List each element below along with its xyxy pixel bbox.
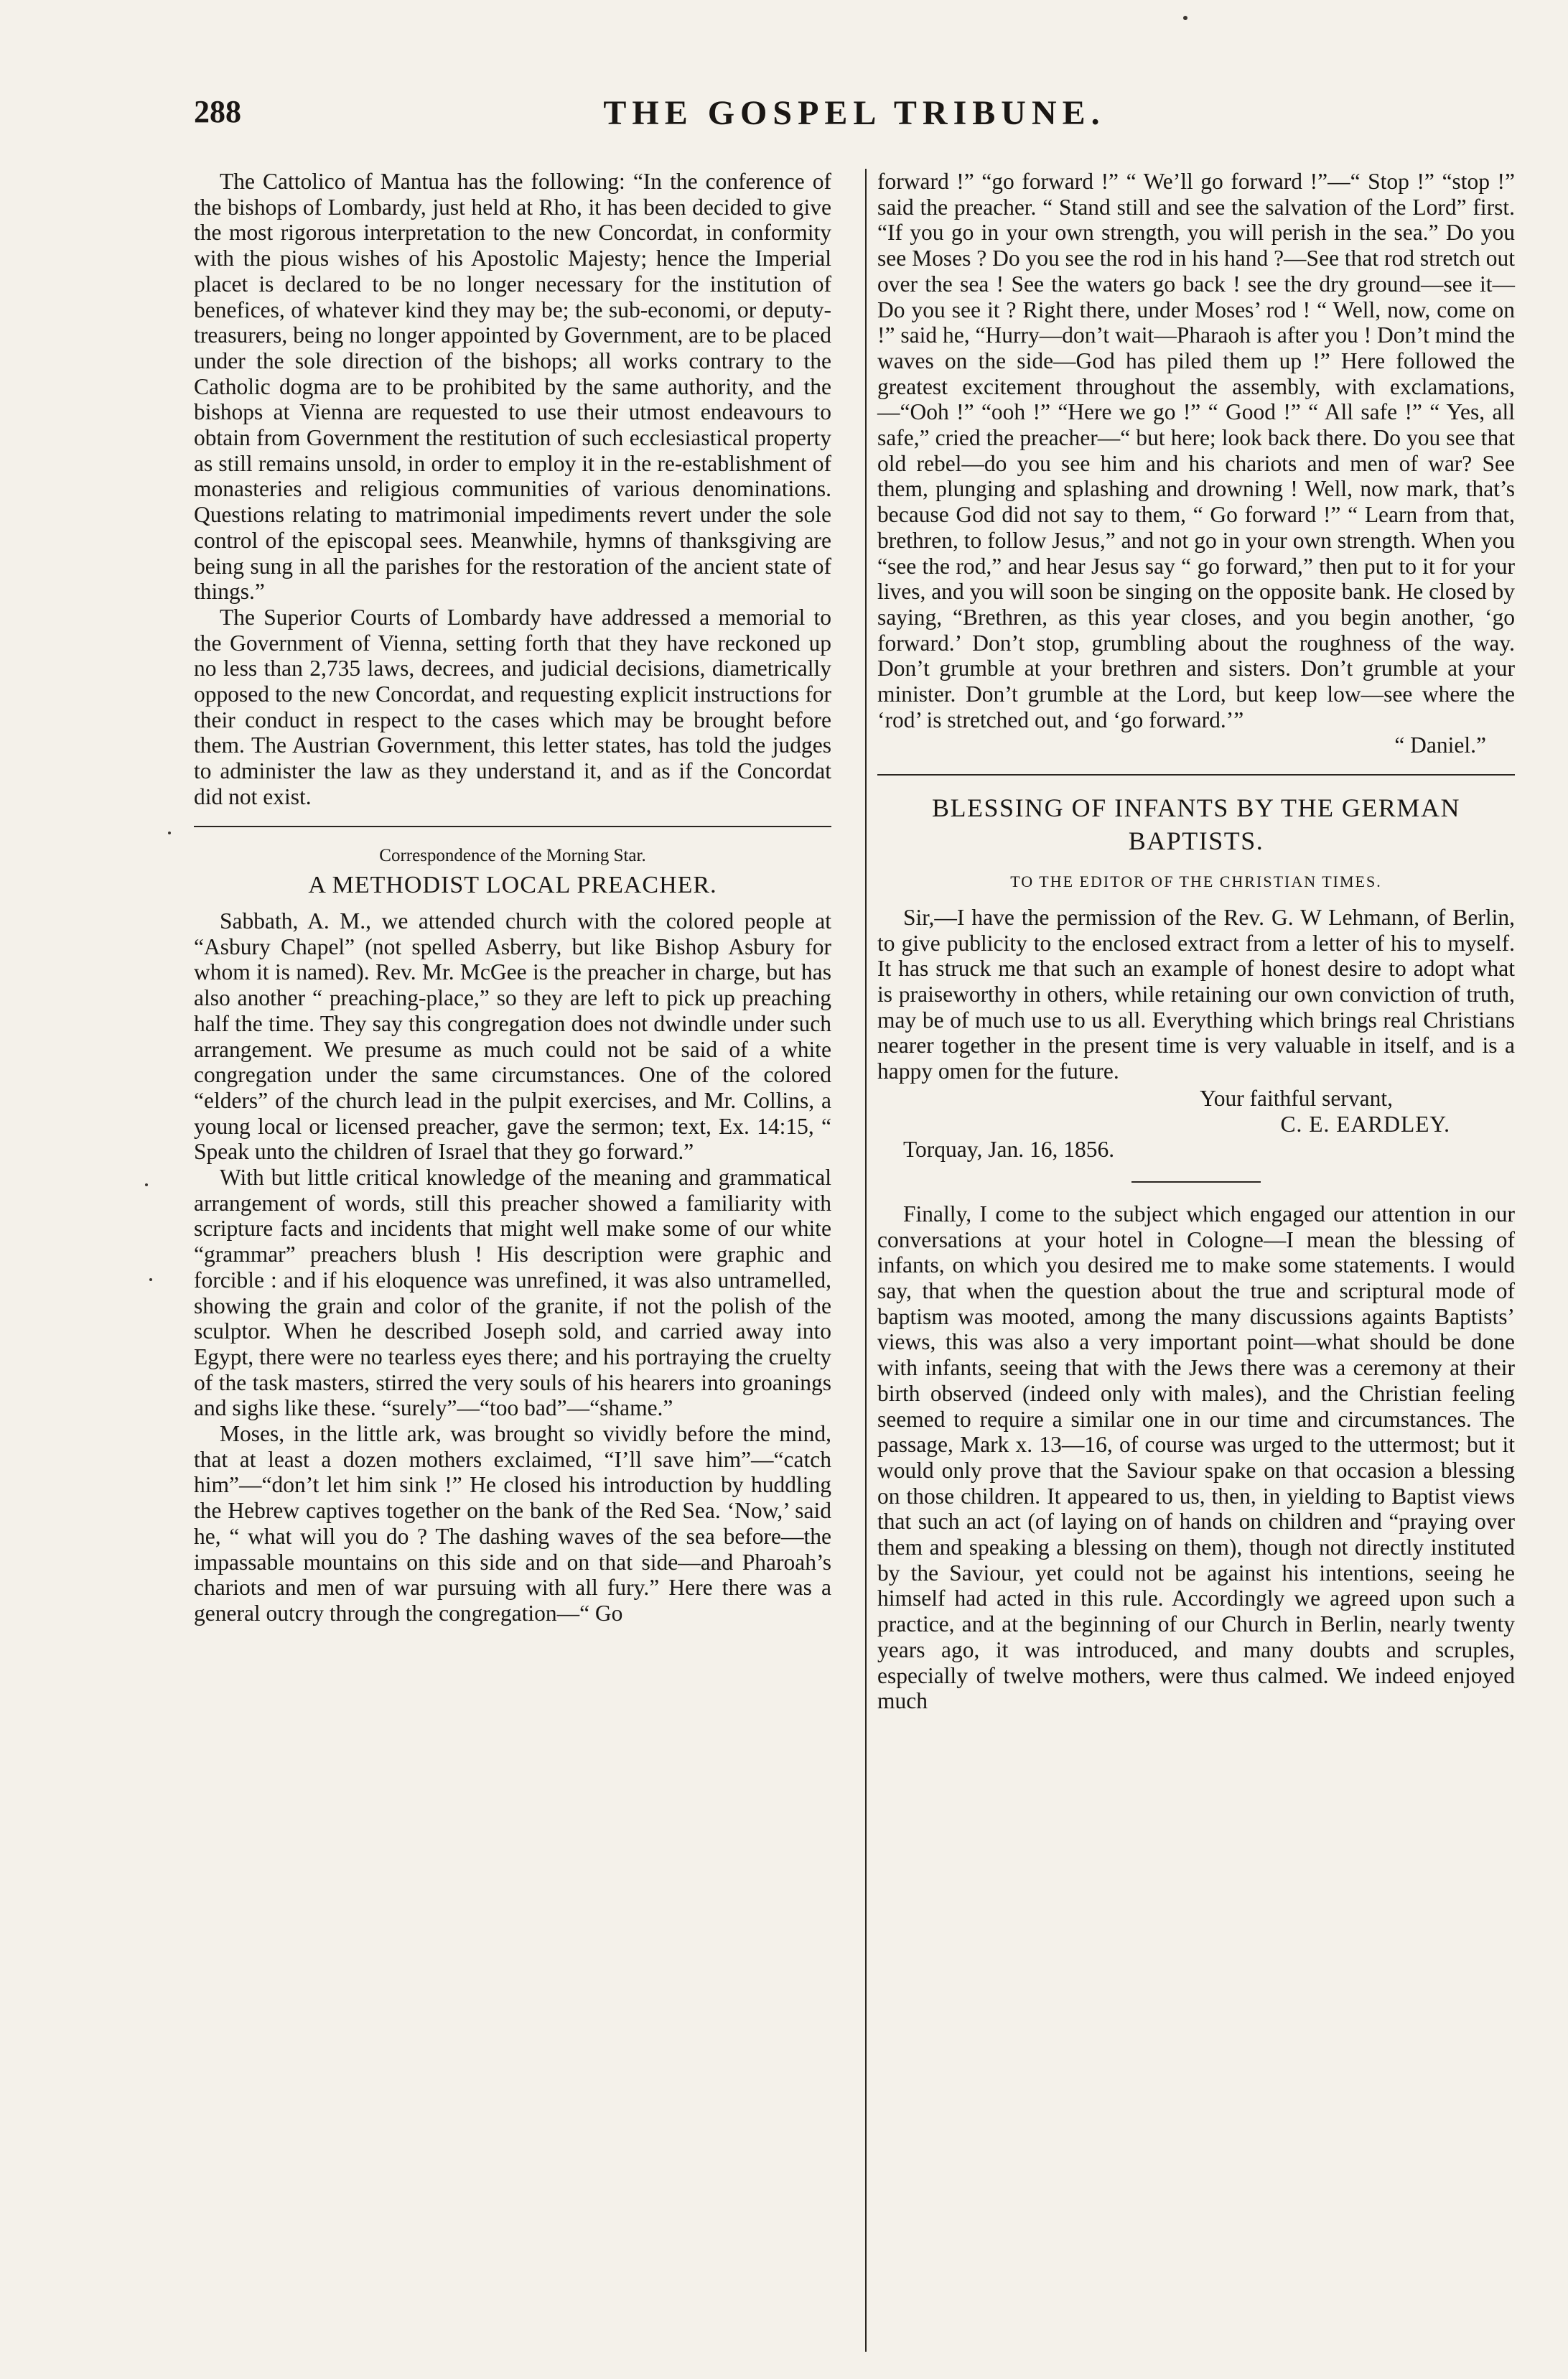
page-number: 288	[194, 94, 241, 129]
section-rule	[194, 826, 831, 827]
print-speck	[145, 1183, 148, 1186]
print-speck	[168, 832, 171, 834]
print-speck	[149, 1278, 152, 1281]
letter-closing: Your faithful servant,	[1200, 1085, 1393, 1111]
letter-paragraph: Finally, I come to the subject which engaged our attention in our conversations at your hotel in Cologne—I mean the blessing of infants, on which you desired me to make some statements. I would say, that when the question about the true and scriptural mode of baptism was mooted, among the many discussions againts Baptists’ views, this was also a very important point—what should be done with infants, seeing that with the Jews there was a ceremony at their birth observed (indeed only with males), and the Christian feeling seemed to require a similar one in our time and circumstances. The passage, Mark x. 13—16, of course was urged to the uttermost; but it would only prove that the Saviour spake on that occasion a blessing on those children. It appeared to us, then, in yielding to Baptist views that such an act (of laying on of hands on children and “praying over them and speaking a blessing on them), though not directly instituted by the Saviour, yet could not be against his intentions, seeing he himself had acted in this rule. Accordingly we agreed upon such a practice, and at the beginning of our Church in Berlin, nearly twenty years ago, it was introduced, and many doubts and scruples, especially of twelve mothers, were thus calmed. We indeed enjoyed much	[877, 1201, 1515, 1714]
article-paragraph: The Superior Courts of Lombardy have addressed a memorial to the Government of Vienna, setting forth that they have reckoned up no less than 2,735 laws, decrees, and judicial decisions, diametrically opposed to the new Concordat, and requesting explicit instructions for their conduct in respect to the cases which may be brought before them. The Austrian Government, this letter states, has told the judges to administer the law as they understand it, and as if the Concordat did not exist.	[194, 604, 831, 809]
left-column	[194, 169, 831, 1626]
correspondence-line: Correspondence of the Morning Star.	[379, 845, 646, 865]
section-rule	[877, 774, 1515, 776]
article-paragraph: With but little critical knowledge of the meaning and grammatical arrangement of words, still this preacher showed a familiarity with scripture facts and incidents that might well make some of our white “grammar” preachers blush ! His description were graphic and forcible : and if his eloquence was unrefined, it was also untramelled, showing the grain and color of the granite, if not the polish of the sculptor. When he described Joseph sold, and carried away into Egypt, there were no tearless eyes there; and his portraying the cruelty of the task masters, stirred the very souls of his hearers into groanings and sighs like these. “surely”—“too bad”—“shame.”	[194, 1165, 831, 1421]
dateline: Torquay, Jan. 16, 1856.	[903, 1137, 1115, 1163]
to-editor-line: TO THE EDITOR OF THE CHRISTIAN TIMES.	[1010, 872, 1382, 891]
letter-paragraph: Sir,—I have the permission of the Rev. G. W Lehmann, of Berlin, to give publicity to the enclosed extract from a letter of his to myself. It has struck me that such an example of honest desire to adopt what is praiseworthy in others, while retaining our own conviction of truth, may be of much use to us all. Everything which brings real Christians nearer together in the present time is very valuable in itself, and is a happy omen for the future.	[877, 904, 1515, 1084]
signature: “ Daniel.”	[1394, 732, 1486, 758]
article-paragraph: The Cattolico of Mantua has the following: “In the conference of the bishops of Lombardy, just held at Rho, it has been decided to give the most rigorous interpretation to the new Concordat, in conformity with the pious wishes of his Apostolic Majesty; hence the Imperial placet is declared to be no longer necessary for the institution of benefices, of whatever kind they may be; the sub-economi, or deputy-treasurers, being no longer appointed by Government, are to be placed under the sole direction of the bishops; all works contrary to the Catholic dogma are to be prohibited by the same authority, and the bishops at Vienna are requested to use their utmost endeavours to obtain from Government the restitution of such ecclesiastical property as still remains unsold, in order to employ it in the re-establishment of monasteries and religious communities of various denominations. Questions relating to matrimonial impediments revert under the sole control of the episcopal sees. Meanwhile, hymns of thanksgiving are being sung in all the parishes for the restoration of the ancient state of things.”	[194, 169, 831, 605]
column-divider	[865, 169, 867, 2352]
page-header	[194, 93, 1515, 144]
running-title: THE GOSPEL TRIBUNE.	[603, 94, 1106, 132]
print-speck	[1183, 16, 1187, 20]
letter-signer: C. E. EARDLEY.	[1280, 1111, 1450, 1137]
article-paragraph: forward !” “go forward !” “ We’ll go forward !”—“ Stop !” “stop !” said the preacher. “ Stand still and see the salvation of the Lord” first. “If you go in your own strength, you will perish in the sea.” Do you see Moses ? Do you see the rod in his hand ?—See that rod stretch out over the sea ! See the waters go back ! see the dry ground—see it—Do you see it ? Right there, under Moses’ rod ! “ Well, now, come on !” said he, “Hurry—don’t wait—Pharaoh is after you ! Don’t mind the waves on the side—God has piled them up !” Here followed the greatest excitement throughout the assembly, with exclamations,—“Ooh !” “ooh !” “Here we go !” “ Good !” “ All safe !” “ Yes, all safe,” cried the preacher—“ but here; look back there. Do you see that old rebel—do you see him and his chariots and men of war? See them, plunging and splashing and drowning ! Well, now mark, that’s because God did not say to them, “ Go forward !” “ Learn from that, brethren, to follow Jesus,” and not go in your own strength. When you “see the rod,” and hear Jesus say “ go forward,” then put to it for your lives, and you will soon be singing on the opposite bank. He closed by saying, “Brethren, as this year closes, and you begin another, ‘go forward.’ Don’t stop, grumbling about the roughness of the way. Don’t grumble at your brethren and sisters. Don’t grumble at your minister. Don’t grumble at the Lord, but keep low—see where the ‘rod’ is stretched out, and ‘go forward.’”	[877, 169, 1516, 732]
article-heading: BLESSING OF INFANTS BY THE GERMAN BAPTISTS.	[932, 793, 1460, 856]
right-column	[877, 169, 1515, 1714]
article-paragraph: Moses, in the little ark, was brought so vividly before the mind, that at least a dozen mothers exclaimed, “I’ll save him”—“catch him”—“don’t let him sink !” He closed his introduction by huddling the Hebrew captives together on the bank of the Red Sea. ‘Now,’ said he, “ what will you do ? The dashing waves of the sea before—the impassable mountains on this side and on that side—and Pharoah’s chariots and men of war pursuing with all fury.” Here there was a general outcry through the congregation—“ Go	[194, 1421, 831, 1626]
article-heading: A METHODIST LOCAL PREACHER.	[308, 872, 717, 899]
article-paragraph: Sabbath, A. M., we attended church with the colored people at “Asbury Chapel” (not spelled Asberry, but like Bishop Asbury for whom it is named). Rev. Mr. McGee is the preacher in charge, but has also another “ preaching-place,” so they are left to pick up preaching half the time. They say this congregation does not dwindle under such arrangement. We presume as much could not be said of a white congregation under the same circumstances. One of the colored “elders” of the church lead in the pulpit exercises, and Mr. Collins, a young local or licensed preacher, gave the sermon; text, Ex. 14:15, “ Speak unto the children of Israel that they go forward.”	[194, 908, 831, 1165]
short-rule	[1131, 1181, 1261, 1183]
